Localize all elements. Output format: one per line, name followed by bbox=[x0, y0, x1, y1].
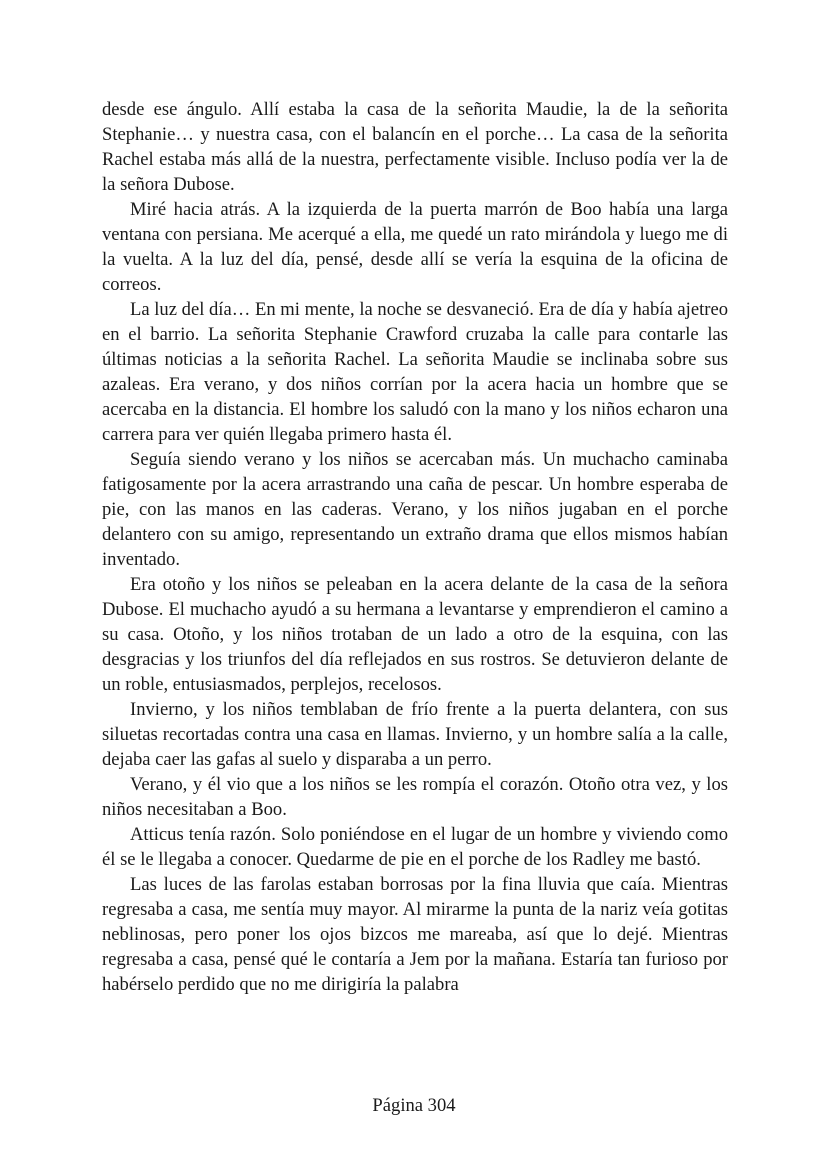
paragraph: desde ese ángulo. Allí estaba la casa de la señorita Maudie, la de la señorita Stephanie… y nuestra casa, con el balancín en el porche… La casa de la señorita Rachel estaba más allá de la nuestra, perfectamente visible. Incluso podía ver la de la señora Dubose. bbox=[102, 99, 728, 195]
page-number: Página 304 bbox=[372, 1095, 456, 1116]
paragraph: Atticus tenía razón. Solo poniéndose en el lugar de un hombre y viviendo como él se le llegaba a conocer. Quedarme de pie en el porche de los Radley me bastó. bbox=[102, 824, 728, 870]
page-body bbox=[102, 97, 728, 997]
paragraph: La luz del día… En mi mente, la noche se desvaneció. Era de día y había ajetreo en el barrio. La señorita Stephanie Crawford cruzaba la calle para contarle las últimas noticias a la señorita Rachel. La señorita Maudie se inclinaba sobre sus azaleas. Era verano, y dos niños corrían por la acera hacia un hombre que se acercaba en la distancia. El hombre los saludó con la mano y los niños echaron una carrera para ver quién llegaba primero hasta él. bbox=[102, 299, 728, 445]
paragraph: Seguía siendo verano y los niños se acercaban más. Un muchacho caminaba fatigosamente por la acera arrastrando una caña de pescar. Un hombre esperaba de pie, con las manos en las caderas. Verano, y los niños jugaban en el porche delantero con su amigo, representando un extraño drama que ellos mismos habían inventado. bbox=[102, 449, 728, 570]
paragraph: Las luces de las farolas estaban borrosas por la fina lluvia que caía. Mientras regresaba a casa, me sentía muy mayor. Al mirarme la punta de la nariz veía gotitas neblinosas, pero poner los ojos bizcos me mareaba, así que lo dejé. Mientras regresaba a casa, pensé qué le contaría a Jem por la mañana. Estaría tan furioso por habérselo perdido que no me dirigiría la palabra bbox=[102, 874, 728, 995]
paragraph: Invierno, y los niños temblaban de frío frente a la puerta delantera, con sus siluetas recortadas contra una casa en llamas. Invierno, y un hombre salía a la calle, dejaba caer las gafas al suelo y disparaba a un perro. bbox=[102, 699, 728, 770]
paragraph: Miré hacia atrás. A la izquierda de la puerta marrón de Boo había una larga ventana con persiana. Me acerqué a ella, me quedé un rato mirándola y luego me di la vuelta. A la luz del día, pensé, desde allí se vería la esquina de la oficina de correos. bbox=[102, 199, 728, 295]
paragraph: Verano, y él vio que a los niños se les rompía el corazón. Otoño otra vez, y los niños necesitaban a Boo. bbox=[102, 774, 728, 820]
paragraph: Era otoño y los niños se peleaban en la acera delante de la casa de la señora Dubose. El muchacho ayudó a su hermana a levantarse y emprendieron el camino a su casa. Otoño, y los niños trotaban de un lado a otro de la esquina, con las desgracias y los triunfos del día reflejados en sus rostros. Se detuvieron delante de un roble, entusiasmados, perplejos, recelosos. bbox=[102, 574, 728, 695]
